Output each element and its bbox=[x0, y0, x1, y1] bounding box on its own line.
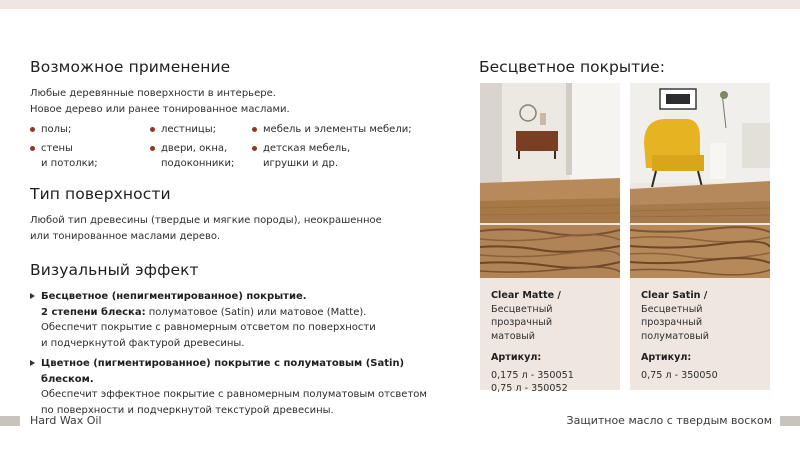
usage-bullet bbox=[30, 122, 150, 137]
product-desc: полуматовый bbox=[641, 330, 709, 342]
usage-bullet-grid bbox=[30, 122, 422, 175]
article-label: Артикул: bbox=[491, 352, 542, 363]
product-desc: матовый bbox=[491, 330, 536, 342]
usage-column-3 bbox=[252, 122, 422, 175]
usage-section bbox=[30, 58, 422, 175]
usage-bullet-text: полы; bbox=[41, 124, 72, 135]
right-title: Бесцветное покрытие: bbox=[479, 58, 665, 76]
bullet-dot-icon bbox=[252, 146, 257, 151]
usage-bullet-text: стены и потолки; bbox=[41, 143, 98, 169]
product-card-clear-satin bbox=[630, 83, 770, 390]
visual-item-title: Бесцветное (непигментированное) покрытие. bbox=[41, 291, 307, 302]
usage-column-2 bbox=[150, 122, 252, 175]
interior-photo-matte bbox=[480, 83, 620, 223]
wood-texture-satin bbox=[630, 225, 770, 278]
usage-text bbox=[30, 86, 422, 117]
visual-item-text: по поверхности и подчеркнутой текстурой древесины. bbox=[41, 404, 334, 416]
gloss-label: 2 степени блеска: bbox=[41, 306, 146, 318]
usage-bullet bbox=[252, 141, 422, 171]
visual-item-text: и подчеркнутой фактурой древесины. bbox=[41, 337, 245, 349]
footer-mark-right bbox=[780, 416, 800, 426]
bullet-dot-icon bbox=[30, 127, 35, 132]
article-number: 0,75 л - 350052 bbox=[491, 383, 568, 394]
gloss-value: полуматовое (Satin) или матовое (Matte). bbox=[145, 306, 367, 318]
usage-bullet bbox=[252, 122, 422, 137]
usage-bullet-text: мебель и элементы мебели; bbox=[263, 124, 412, 135]
usage-bullet bbox=[30, 141, 150, 171]
surface-text bbox=[30, 213, 382, 244]
bullet-dot-icon bbox=[150, 127, 155, 132]
product-desc: Бесцветный прозрачный bbox=[641, 303, 703, 328]
usage-line-2: Новое дерево или ранее тонированное маслами. bbox=[30, 103, 290, 115]
surface-heading: Тип поверхности bbox=[30, 185, 171, 203]
usage-bullet-text: лестницы; bbox=[161, 124, 216, 135]
visual-item-clear bbox=[30, 289, 450, 351]
top-bar bbox=[0, 0, 800, 9]
bullet-dot-icon bbox=[30, 146, 35, 151]
card-text-matte bbox=[491, 289, 615, 396]
product-desc: Бесцветный прозрачный bbox=[491, 303, 553, 328]
visual-section bbox=[30, 261, 450, 418]
usage-bullet bbox=[150, 122, 252, 137]
bullet-dot-icon bbox=[252, 127, 257, 132]
triangle-bullet-icon bbox=[30, 360, 35, 366]
product-name: Clear Satin / bbox=[641, 290, 708, 301]
footer-mark-left bbox=[0, 416, 20, 426]
visual-item-gloss-line bbox=[41, 305, 450, 321]
bullet-dot-icon bbox=[150, 146, 155, 151]
article-number: 0,75 л - 350050 bbox=[641, 369, 718, 381]
footer-product-name: Hard Wax Oil bbox=[30, 414, 102, 427]
visual-item-title: Цветное (пигментированное) покрытие с полуматовым (Satin) блеском. bbox=[41, 358, 405, 385]
surface-line-1: Любой тип древесины (твердые и мягкие породы), неокрашенное bbox=[30, 215, 382, 226]
wood-texture-matte bbox=[480, 225, 620, 278]
usage-bullet-text: двери, окна, подоконники; bbox=[161, 143, 235, 169]
usage-heading: Возможное применение bbox=[30, 58, 231, 76]
product-card-clear-matte bbox=[480, 83, 620, 394]
usage-bullet-text: детская мебель, игрушки и др. bbox=[263, 143, 351, 169]
visual-heading: Визуальный эффект bbox=[30, 261, 199, 279]
product-name: Clear Matte / bbox=[491, 290, 561, 301]
visual-item-text: Обеспечит покрытие с равномерным отсветом по поверхности bbox=[41, 322, 376, 333]
visual-item-colored bbox=[30, 356, 450, 418]
usage-column-1 bbox=[30, 122, 150, 175]
usage-bullet bbox=[150, 141, 252, 171]
footer-product-subtitle: Защитное масло с твердым воском bbox=[566, 414, 772, 427]
article-label: Артикул: bbox=[641, 352, 692, 363]
visual-list bbox=[30, 289, 450, 418]
surface-section bbox=[30, 185, 382, 244]
usage-line-1: Любые деревянные поверхности в интерьере. bbox=[30, 88, 276, 99]
surface-line-2: или тонированное маслами дерево. bbox=[30, 230, 221, 242]
visual-item-text: Обеспечит эффектное покрытие с равномерным полуматовым отсветом bbox=[41, 389, 427, 400]
article-number: 0,175 л - 350051 bbox=[491, 369, 574, 381]
interior-photo-satin bbox=[630, 83, 770, 223]
triangle-bullet-icon bbox=[30, 293, 35, 299]
card-text-satin bbox=[641, 289, 765, 382]
